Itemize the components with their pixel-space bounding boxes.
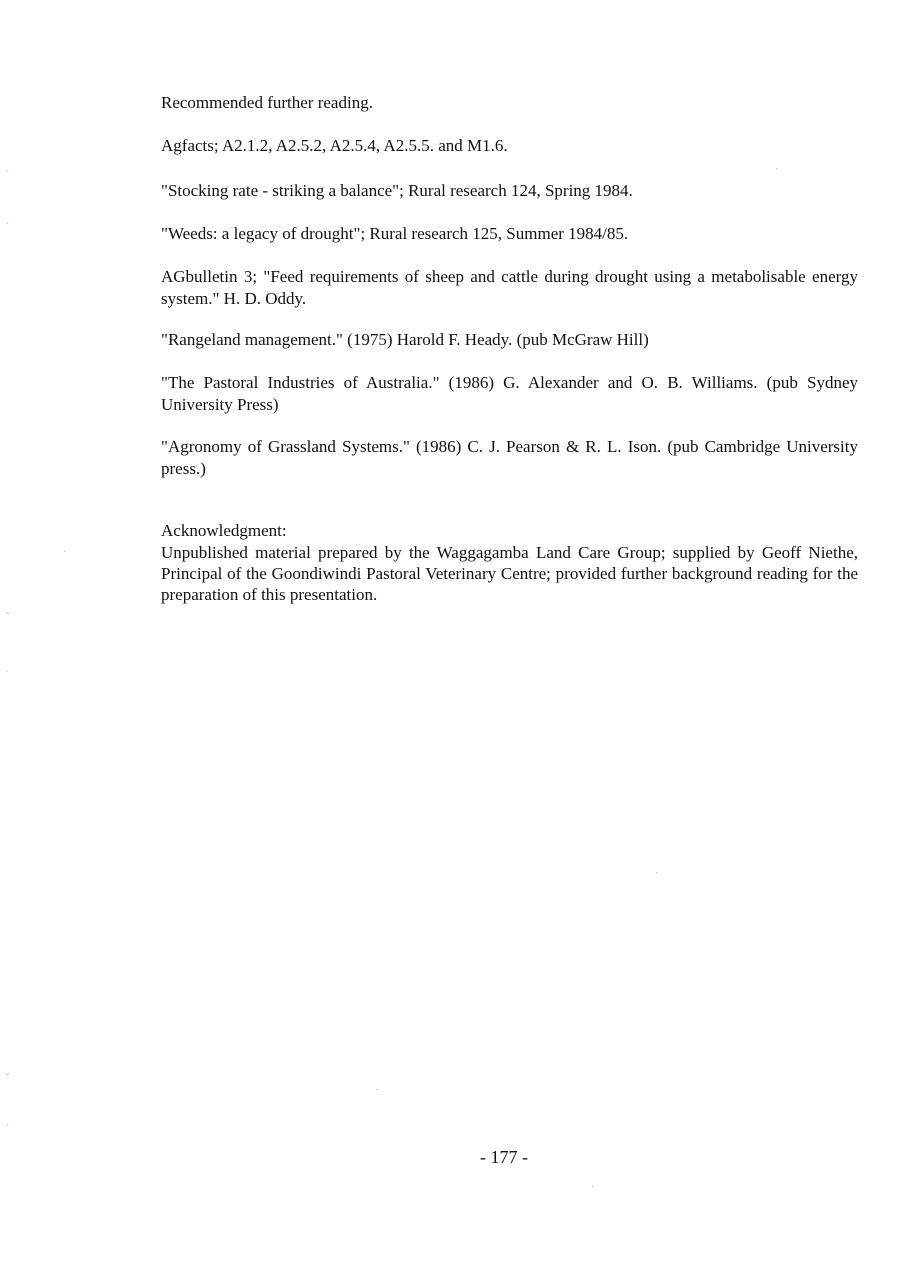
reference-agronomy: "Agronomy of Grassland Systems." (1986) C. J. Pearson & R. L. Ison. (pub Cambridge University press.)	[161, 437, 858, 478]
reference-rangeland: "Rangeland management." (1975) Harold F. Heady. (pub McGraw Hill)	[161, 330, 649, 349]
scan-dot	[592, 1186, 593, 1187]
scan-speck: ˊ	[6, 1123, 9, 1133]
reference-stocking-rate: "Stocking rate - striking a balance"; Rural research 124, Spring 1984.	[161, 181, 633, 200]
reference-agbulletin: AGbulletin 3; "Feed requirements of sheep and cattle during drought using a metabolisable energy system." H. D. Oddy.	[161, 267, 858, 308]
acknowledgment-title: Acknowledgment:	[161, 521, 287, 540]
scan-speck: ˊ	[6, 169, 9, 179]
scan-speck: ˇ	[6, 1072, 9, 1082]
scan-dot	[376, 1089, 377, 1090]
acknowledgment-text: Unpublished material prepared by the Waggagamba Land Care Group; supplied by Geoff Niethe, Principal of the Goondiwindi Pastoral Veterinary Centre; provided further background reading for the preparation of this presentation.	[161, 543, 858, 604]
reference-weeds: "Weeds: a legacy of drought"; Rural research 125, Summer 1984/85.	[161, 224, 629, 243]
reference-agfacts: Agfacts; A2.1.2, A2.5.2, A2.5.4, A2.5.5. and M1.6.	[161, 136, 508, 155]
scan-dot	[776, 168, 777, 169]
scan-dot	[64, 551, 65, 552]
scan-speck: ˊ	[6, 221, 9, 231]
reading-list-heading: Recommended further reading.	[161, 93, 373, 112]
reference-pastoral-industries: "The Pastoral Industries of Australia." (1986) G. Alexander and O. B. Williams. (pub Sydney University Press)	[161, 373, 858, 414]
scan-dot	[656, 872, 657, 873]
page-number: - 177 -	[480, 1147, 528, 1167]
scan-speck: ˆ	[6, 611, 9, 621]
scan-speck: ˌ	[6, 662, 9, 672]
